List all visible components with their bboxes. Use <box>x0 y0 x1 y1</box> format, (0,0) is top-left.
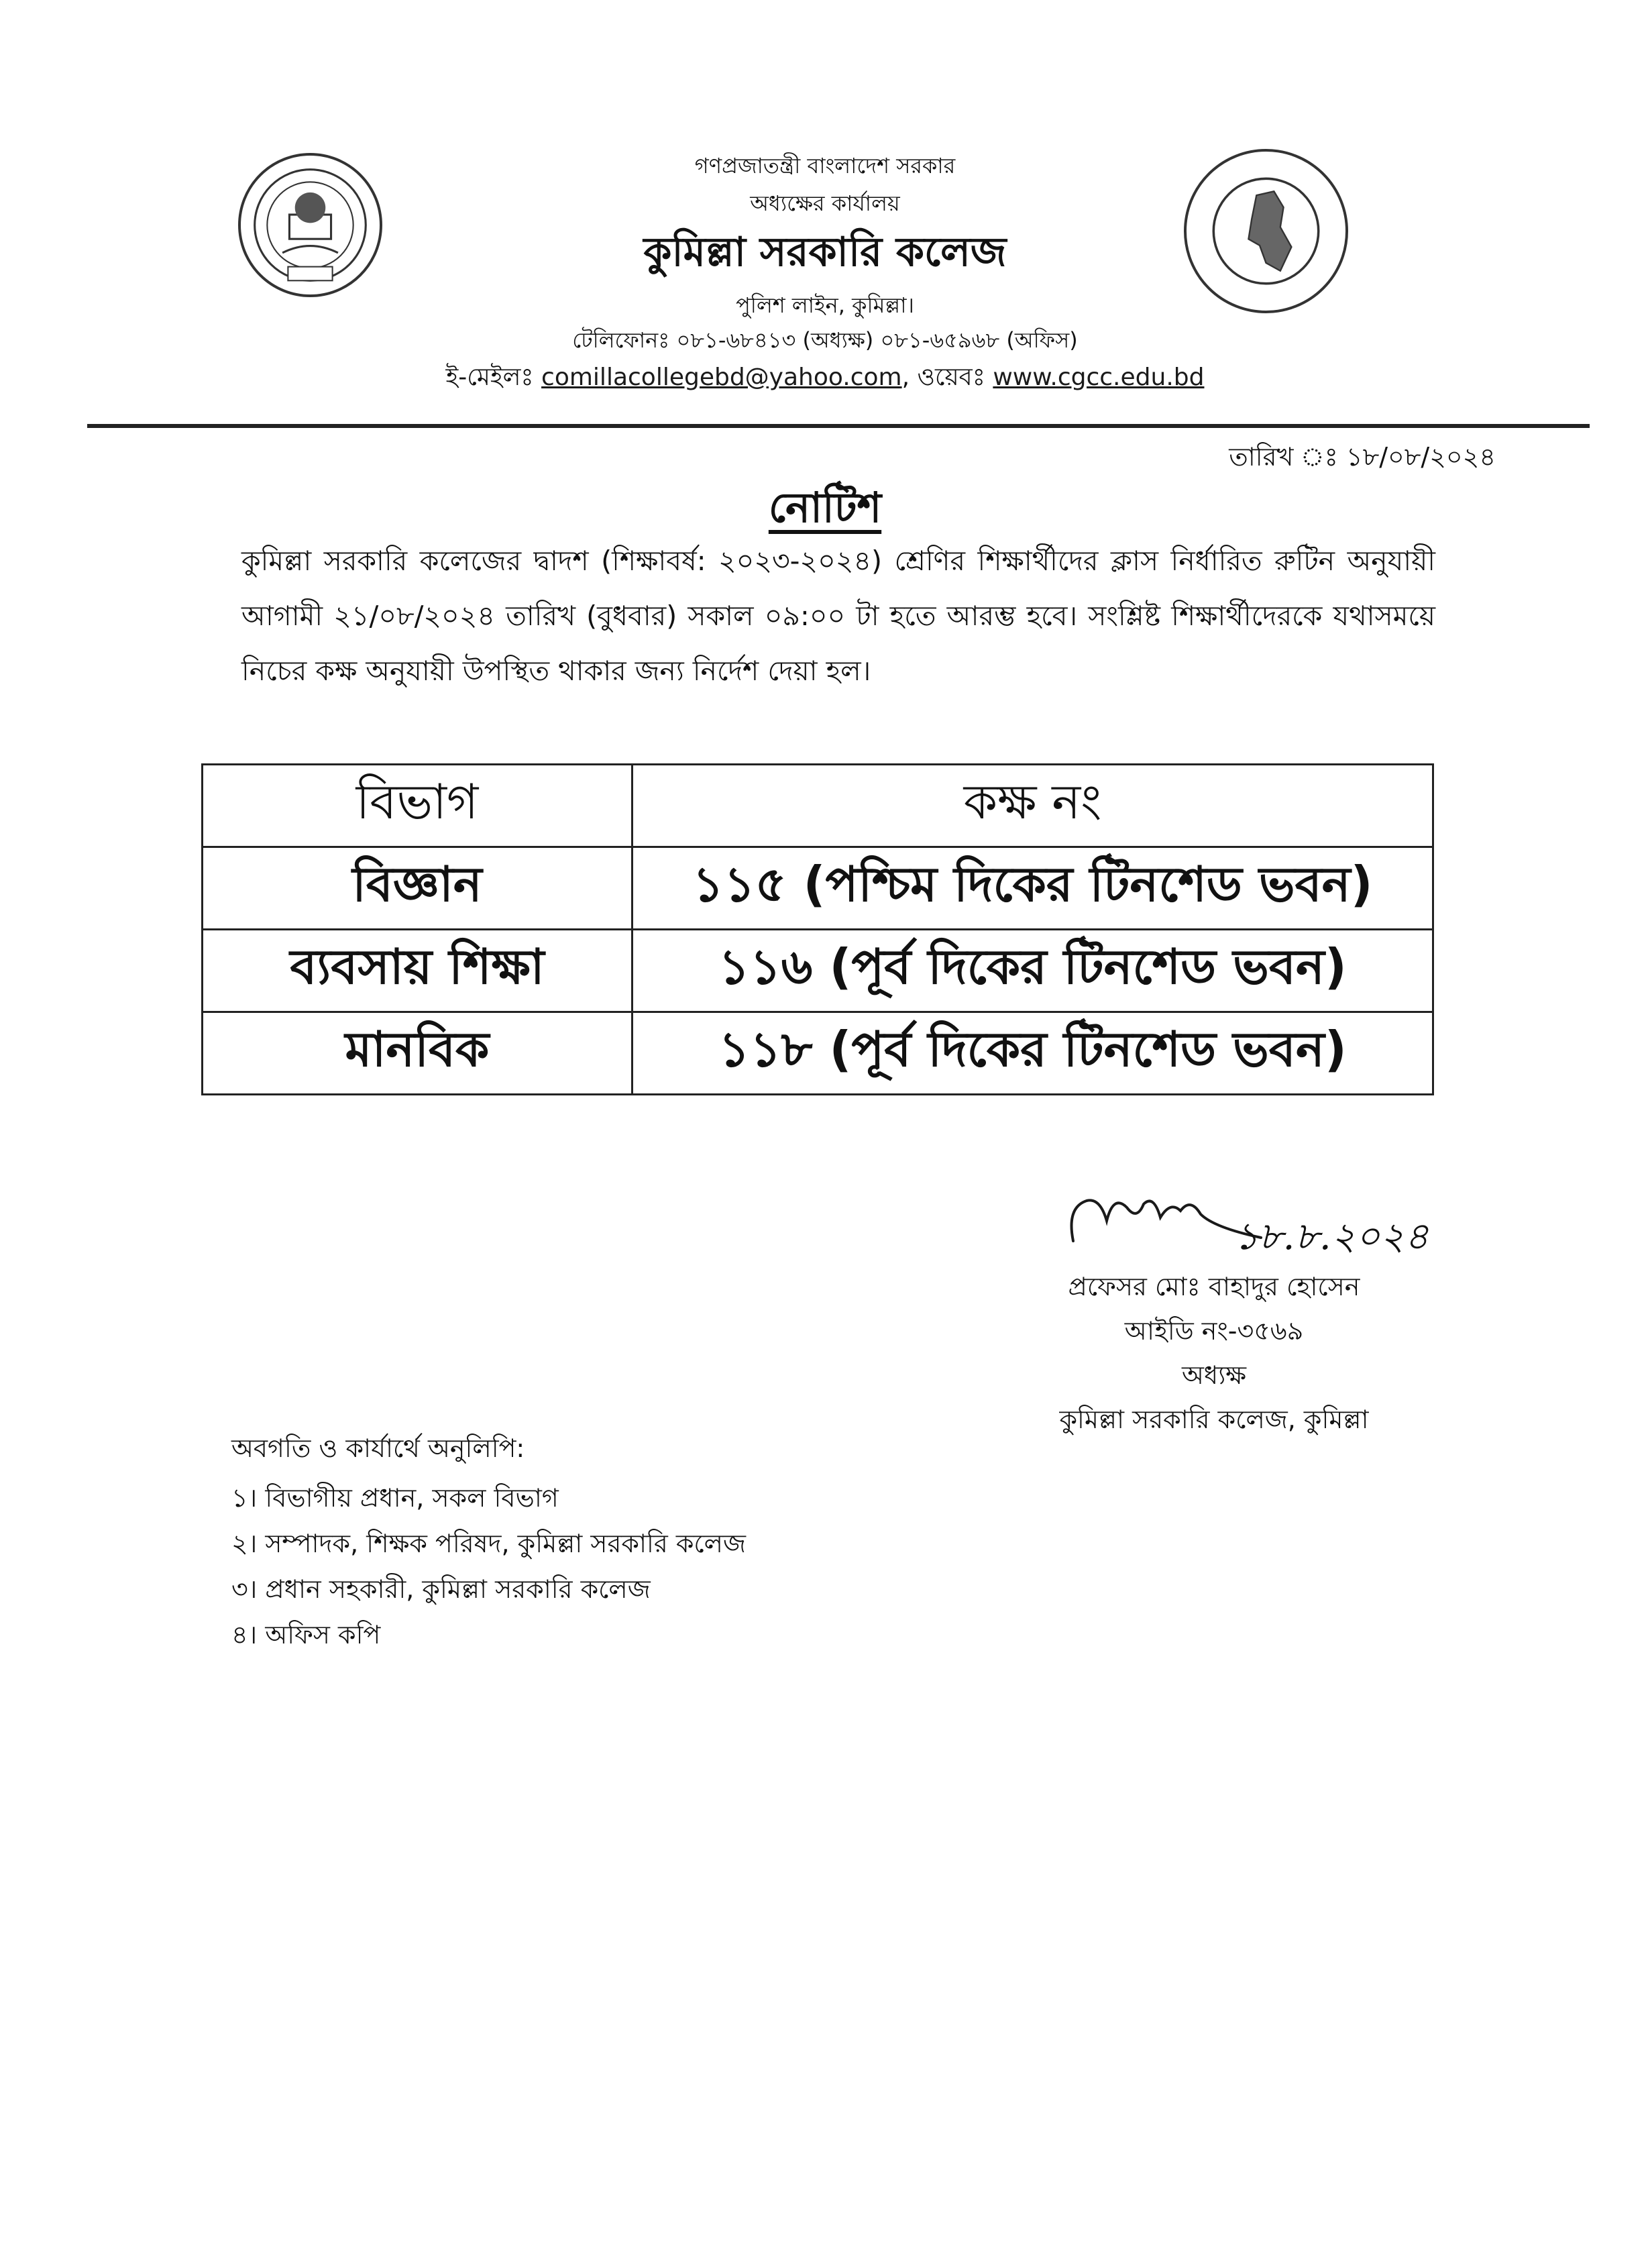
room-cell: ১১৮ (পূর্ব দিকের টিনশেড ভবন) <box>632 1012 1433 1095</box>
website-link[interactable]: www.cgcc.edu.bd <box>993 364 1205 391</box>
list-item: ৪। অফিস কপি <box>231 1620 381 1650</box>
table-row <box>203 847 1433 930</box>
header-room-no: কক্ষ নং <box>632 765 1433 847</box>
phone-line: টেলিফোনঃ ০৮১-৬৮৪১৩ (অধ্যক্ষ) ০৮১-৬৫৯৬৮ (অফিস) <box>572 327 1078 353</box>
government-line: গণপ্রজাতন্ত্রী বাংলাদেশ সরকার <box>694 153 956 178</box>
header-department: বিভাগ <box>203 765 632 847</box>
email-label: ই-মেইলঃ <box>445 364 534 391</box>
notice-title-text: নোটিশ <box>768 483 882 532</box>
list-item: ২। সম্পাদক, শিক্ষক পরিষদ, কুমিল্লা সরকারি কলেজ <box>231 1529 746 1558</box>
notice-date: তারিখ ঃ ১৮/০৮/২০২৪ <box>1229 442 1496 472</box>
department-cell: মানবিক <box>203 1012 632 1095</box>
website-label: , ওয়েবঃ <box>901 364 985 391</box>
room-cell: ১১৬ (পূর্ব দিকের টিনশেড ভবন) <box>632 930 1433 1012</box>
notice-body: কুমিল্লা সরকারি কলেজের দ্বাদশ (শিক্ষাবর্ষ: ২০২৩-২০২৪) শ্রেণির শিক্ষার্থীদের ক্লাস নির্ধারিত রুটিন অনুযায়ী আগামী ২১/০৮/২০২৪ তারিখ (বুধবার) সকাল ০৯:০০ টা হতে আরম্ভ হবে। সংশ্লিষ্ট শিক্ষার্থীদেরকে যথাসময়ে নিচের কক্ষ অনুযায়ী উপস্থিত থাকার জন্য নির্দেশ দেয়া হল। <box>241 545 1435 687</box>
signatory-id: আইডি নং-৩৫৬৯ <box>1124 1316 1304 1346</box>
address-line: পুলিশ লাইন, কুমিল্লা। <box>736 292 914 318</box>
list-item: ১। বিভাগীয় প্রধান, সকল বিভাগ <box>231 1483 559 1513</box>
signatory-designation: অধ্যক্ষ <box>1181 1360 1246 1390</box>
signature-date: ১৮.৮.২০২৪ <box>1234 1215 1429 1258</box>
list-item: ৩। প্রধান সহকারী, কুমিল্লা সরকারি কলেজ <box>231 1574 651 1604</box>
copy-to-block <box>231 1425 746 1658</box>
signatory-institution: কুমিল্লা সরকারি কলেজ, কুমিল্লা <box>1059 1405 1369 1434</box>
table-row <box>203 930 1433 1012</box>
email-link[interactable]: comillacollegebd@yahoo.com <box>541 364 902 391</box>
copy-to-heading: অবগতি ও কার্যার্থে অনুলিপি: <box>231 1434 525 1463</box>
signatory-block <box>912 1264 1516 1442</box>
department-cell: ব্যবসায় শিক্ষা <box>203 930 632 1012</box>
room-cell: ১১৫ (পশ্চিম দিকের টিনশেড ভবন) <box>632 847 1433 930</box>
department-cell: বিজ্ঞান <box>203 847 632 930</box>
table-row <box>203 1012 1433 1095</box>
college-name: কুমিল্লা সরকারি কলেজ <box>643 229 1007 276</box>
signatory-name: প্রফেসর মোঃ বাহাদুর হোসেন <box>1068 1272 1360 1301</box>
table-header-row <box>203 765 1433 847</box>
room-allocation-table <box>201 763 1434 1095</box>
contact-line <box>0 359 1650 399</box>
header-divider <box>87 424 1590 428</box>
office-line: অধ্যক্ষের কার্যালয় <box>750 191 900 216</box>
